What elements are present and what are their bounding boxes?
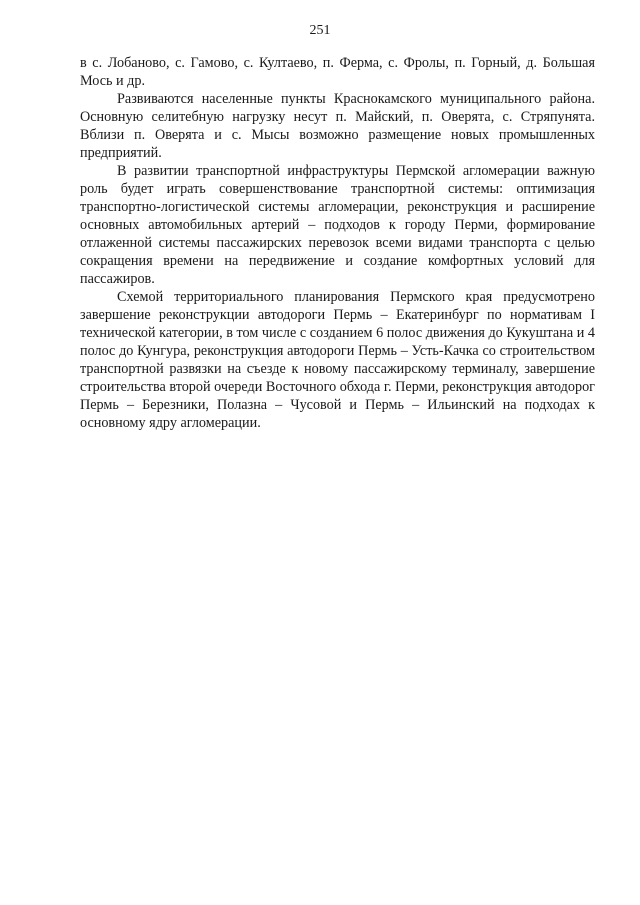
paragraph-krasnokamsk: Развиваются населенные пункты Краснокамского муниципального района. Основную селитебную нагрузку несут п. Майский, п. Оверята, с. Стряпунята. Вблизи п. Оверята и с. Мысы возможно размещение новых промышленных предприятий. xyxy=(80,91,595,161)
body-text xyxy=(80,54,595,432)
paragraph-territorial-planning: Схемой территориального планирования Пермского края предусмотрено завершение реконструкции автодороги Пермь – Екатеринбург по нормативам I технической категории, в том числе с созданием 6 полос движения до Кукуштана и 4 полос до Кунгура, реконструкция автодороги Пермь – Усть-Качка со строительством транспортной развязки на съезде к новому пассажирскому терминалу, завершение строительства второй очереди Восточного обхода г. Перми, реконструкция автодорог Пермь – Березники, Полазна – Чусовой и Пермь – Ильинский на подходах к основному ядру агломерации. xyxy=(80,289,595,431)
paragraph-transport-infrastructure: В развитии транспортной инфраструктуры Пермской агломерации важную роль будет играть совершенствование транспортной системы: оптимизация транспортно-логистической системы агломерации, реконструкция и расширение основных автомобильных артерий – подходов к городу Перми, формирование отлаженной системы пассажирских перевозок всеми видами транспорта с целью сокращения времени на передвижение и создание комфортных условий для пассажиров. xyxy=(80,163,595,287)
page-number: 251 xyxy=(309,23,331,38)
paragraph-continuation: в с. Лобаново, с. Гамово, с. Култаево, п. Ферма, с. Фролы, п. Горный, д. Большая Мось и др. xyxy=(80,55,595,89)
